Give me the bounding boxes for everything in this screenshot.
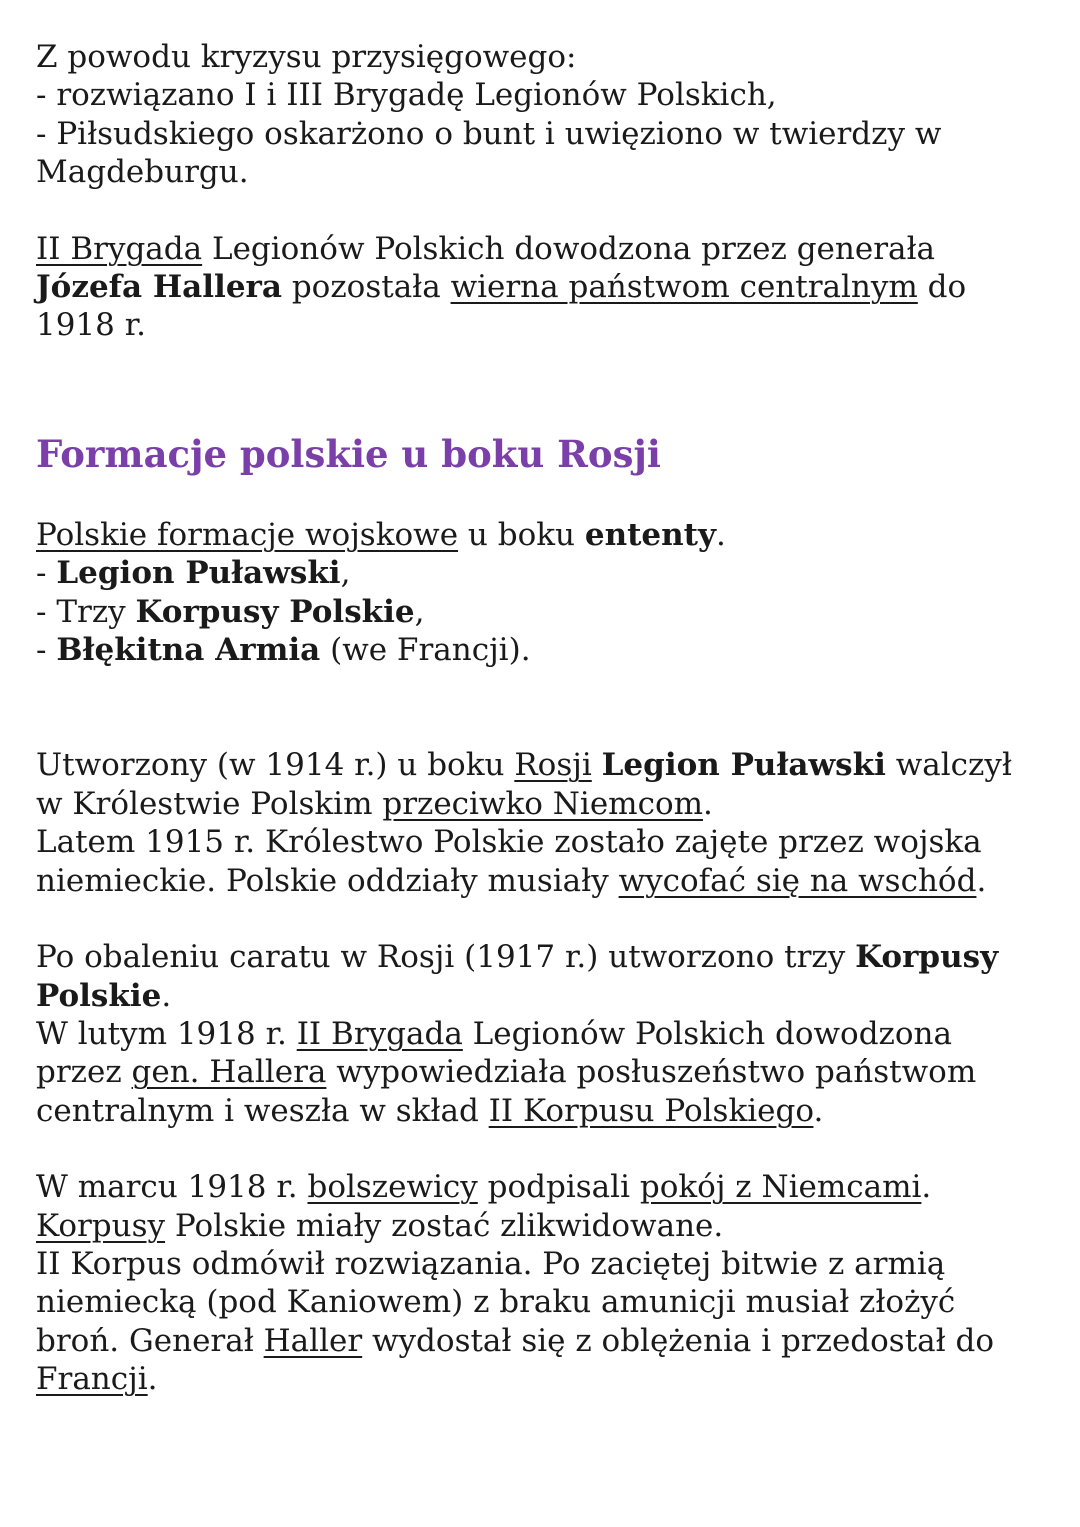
- text-line: Magdeburgu.: [36, 154, 249, 191]
- text-run: wypowiedziała posłuszeństwo państwom: [326, 1054, 977, 1091]
- text-run: do: [917, 269, 967, 306]
- text-run: -: [36, 632, 57, 669]
- paragraph-brest-treaty: [36, 1168, 1046, 1398]
- underlined-text: Francji: [36, 1361, 148, 1398]
- underlined-text: wierna państwom centralnym: [450, 269, 918, 306]
- text-line: [36, 268, 1046, 306]
- spacer: [36, 476, 1046, 516]
- spacer: [36, 192, 1046, 230]
- bold-text: Legion Puławski: [601, 747, 886, 784]
- text-run: pozostała: [281, 269, 451, 306]
- paragraph-second-brigade: [36, 230, 1046, 345]
- paragraph-oath-crisis: [36, 38, 1046, 192]
- underlined-text: II Brygada: [36, 230, 203, 267]
- text-run: Polskie miały zostać zlikwidowane.: [165, 1207, 724, 1244]
- list-item: [36, 593, 1046, 631]
- bold-text: Błękitna Armia: [56, 632, 321, 669]
- text-line: Latem 1915 r. Królestwo Polskie zostało zajęte przez wojska: [36, 824, 982, 861]
- underlined-text: Polskie formacje wojskowe: [36, 516, 459, 553]
- spacer: [36, 1130, 1046, 1168]
- text-line: - Piłsudskiego oskarżono o bunt i uwięziono w twierdzy w: [36, 115, 942, 152]
- text-run: (we Francji).: [320, 632, 531, 669]
- underlined-text: gen. Hallera: [131, 1054, 327, 1091]
- underlined-text: Korpusy: [36, 1207, 166, 1244]
- text-run: .: [703, 785, 713, 822]
- spacer: [36, 900, 1046, 938]
- text-line: [36, 977, 1046, 1015]
- text-run: wydostał się z oblężenia i przedostał do: [362, 1322, 995, 1359]
- paragraph-pulawy-legion: [36, 746, 1046, 900]
- text-run: - Trzy: [36, 593, 136, 630]
- text-run: .: [976, 862, 987, 899]
- text-run: u boku: [458, 516, 585, 553]
- text-line: [36, 938, 1046, 976]
- text-line: Z powodu kryzysu przysięgowego:: [36, 39, 577, 75]
- text-run: Legionów Polskich dowodzona: [462, 1015, 953, 1052]
- text-run: niemieckie. Polskie oddziały musiały: [36, 862, 619, 899]
- bold-text: ententy: [584, 516, 717, 553]
- underlined-text: II Brygada: [296, 1015, 463, 1052]
- text-line: [36, 1168, 1046, 1206]
- text-run: podpisali: [477, 1169, 640, 1206]
- text-run: .: [147, 1361, 158, 1398]
- underlined-text: pokój z Niemcami: [639, 1169, 922, 1206]
- bold-text: Korpusy: [855, 939, 999, 976]
- text-run: .: [813, 1092, 824, 1129]
- underlined-text: bolszewicy: [307, 1169, 478, 1206]
- text-line: niemiecką (pod Kaniowem) z braku amunicji musiał złożyć: [36, 1284, 956, 1321]
- text-run: .: [921, 1169, 932, 1206]
- bold-text: Legion Puławski: [56, 555, 341, 592]
- text-line: [36, 1015, 1046, 1053]
- text-run: walczył: [885, 747, 1012, 784]
- bold-text: Korpusy Polskie: [135, 593, 415, 630]
- bold-text: Polskie: [36, 977, 162, 1014]
- text-run: ,: [414, 593, 425, 630]
- paragraph-entente-formations: [36, 516, 1046, 670]
- text-run: .: [161, 977, 172, 1014]
- text-run: W lutym 1918 r.: [36, 1015, 297, 1052]
- text-line: [36, 746, 1046, 784]
- text-line: [36, 1322, 1046, 1360]
- spacer: [36, 345, 1046, 432]
- text-run: centralnym i weszła w skład: [36, 1092, 489, 1129]
- text-line: [36, 1360, 1046, 1398]
- text-run: w Królestwie Polskim: [36, 785, 383, 822]
- underlined-text: Haller: [263, 1322, 363, 1359]
- text-run: przez: [36, 1054, 132, 1091]
- underlined-text: II Korpusu Polskiego: [488, 1092, 814, 1129]
- text-line: [36, 1207, 1046, 1245]
- text-run: W marcu 1918 r.: [36, 1169, 308, 1206]
- text-run: .: [716, 516, 726, 553]
- text-run: broń. Generał: [36, 1322, 264, 1359]
- text-line: [36, 1092, 1046, 1130]
- paragraph-polish-corps: [36, 938, 1046, 1130]
- text-line: [36, 230, 1046, 268]
- underlined-text: Rosji: [514, 747, 592, 784]
- text-line: [36, 516, 1046, 554]
- text-run: ,: [340, 555, 351, 592]
- section-heading: Formacje polskie u boku Rosji: [36, 431, 661, 476]
- text-line: [36, 785, 1046, 823]
- text-run: Utworzony (w 1914 r.) u boku: [36, 747, 515, 784]
- underlined-text: wycofać się na wschód: [618, 862, 977, 899]
- document-page: [36, 38, 1046, 1399]
- text-run: [592, 747, 602, 783]
- underlined-text: przeciwko Niemcom: [382, 785, 703, 822]
- bold-text: Józefa Hallera: [36, 269, 282, 306]
- text-line: 1918 r.: [36, 307, 147, 344]
- text-line: - rozwiązano I i III Brygadę Legionów Polskich,: [36, 77, 777, 114]
- text-line: [36, 1053, 1046, 1091]
- text-run: Legionów Polskich dowodzona przez generała: [202, 230, 936, 267]
- list-item: [36, 554, 1046, 592]
- list-item: [36, 631, 1046, 669]
- text-line: II Korpus odmówił rozwiązania. Po zaciętej bitwie z armią: [36, 1245, 946, 1282]
- text-run: Po obaleniu caratu w Rosji (1917 r.) utworzono trzy: [36, 939, 856, 976]
- text-run: -: [36, 555, 57, 592]
- text-line: [36, 862, 1046, 900]
- spacer: [36, 669, 1046, 746]
